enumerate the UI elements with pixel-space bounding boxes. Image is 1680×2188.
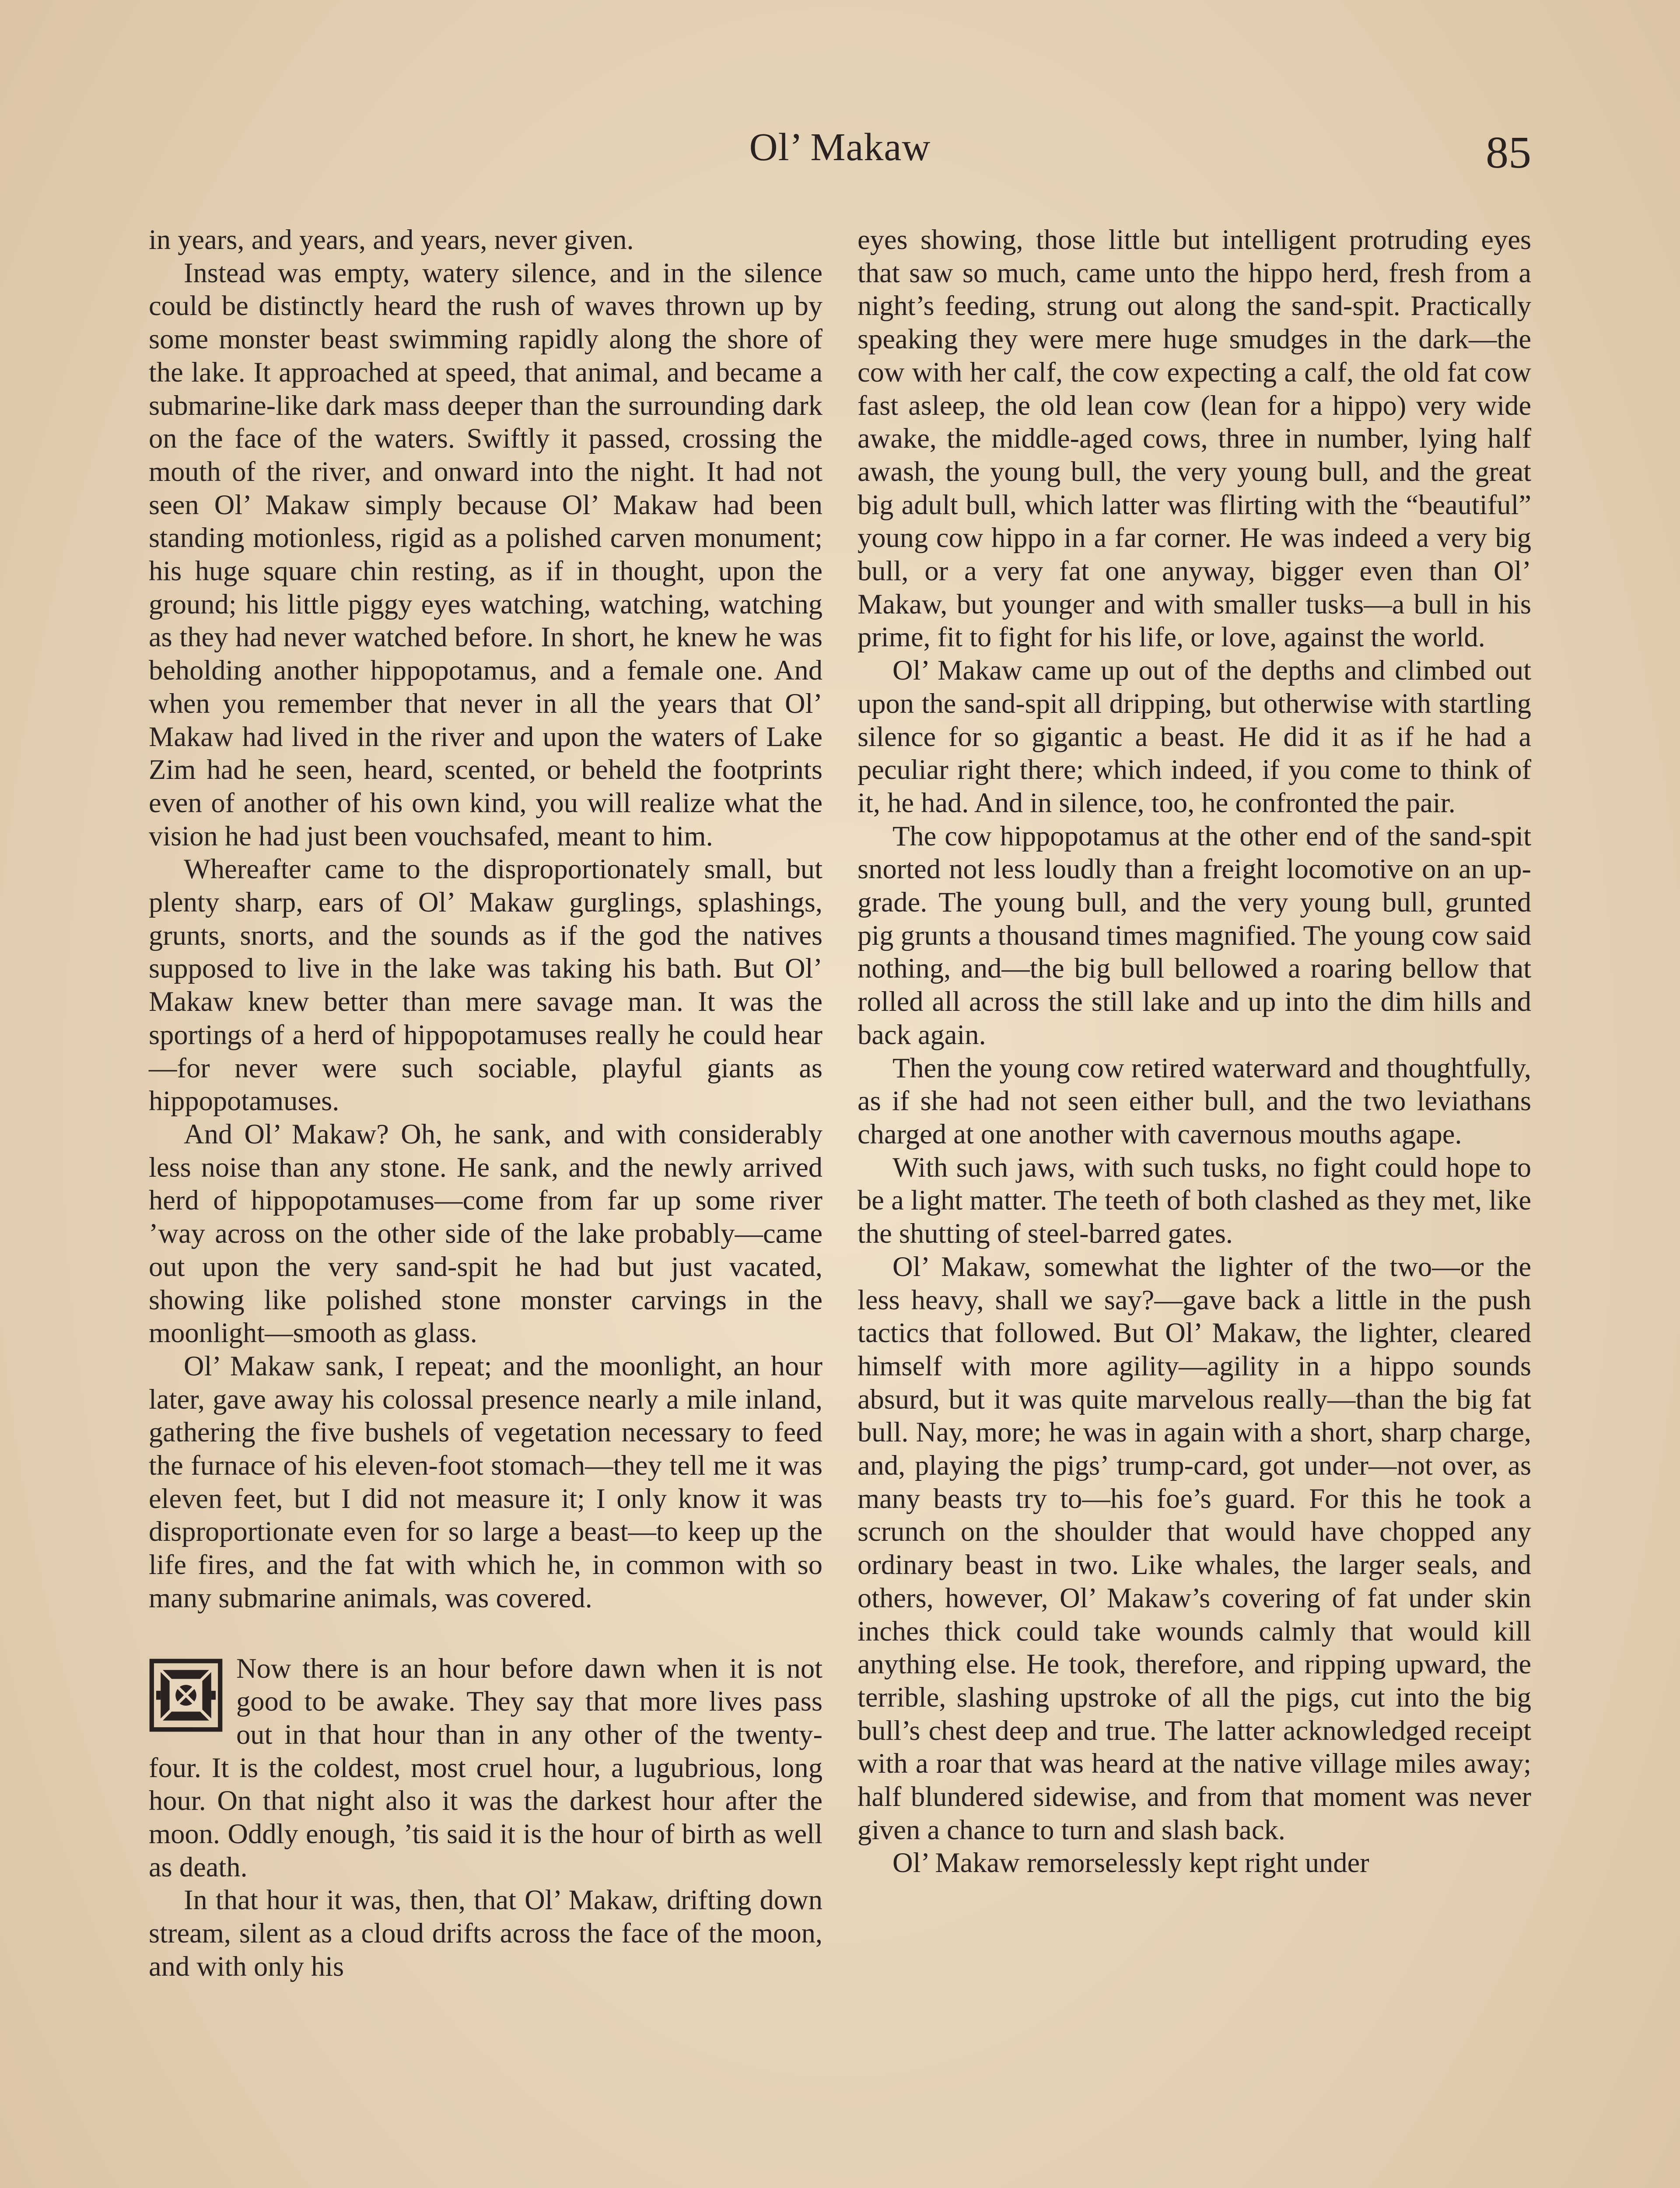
page-number: 85 (1486, 127, 1531, 178)
paragraph: Ol’ Makaw sank, I repeat; and the moonlight, an hour later, gave away his colossal presence nearly a mile inland, gathering the five bushels of vegetation necessary to feed the furnace of his eleven-foot stomach—they tell me it was eleven feet, but I did not measure it; I only know it was disproportionate even for so large a beast—to keep up the life fires, and the fat with which he, in common with so many submarine animals, was covered. (149, 1350, 822, 1613)
paragraph: Ol’ Makaw remorselessly kept right under (892, 1847, 1369, 1879)
paragraph: Then the young cow retired waterward and thoughtfully, as if she had not seen either bull, and the two leviathans charged at one another with cavernous mouths agape. (858, 1052, 1531, 1150)
paragraph: In that hour it was, then, that Ol’ Makaw, drifting down stream, silent as a cloud drifts across the face of the moon, and with only his (149, 1884, 822, 1982)
paragraph: And Ol’ Makaw? Oh, he sank, and with considerably less noise than any stone. He sank, and the newly arrived herd of hippopotamuses—come from far up some river ’way across on the other side of the lake probably—came out upon the very sand-spit he had but just vacated, showing like polished stone monster carvings in the moonlight—smooth as glass. (149, 1118, 822, 1349)
left-column (149, 223, 822, 2188)
section-start-text: Now there is an hour before dawn when it is not good to be awake. They say that more lives pass out in that hour than in any other of the twenty-four. It is the coldest, most cruel hour, a lugubrious, long hour. On that night also it was the darkest hour after the moon. Oddly enough, ’tis said it is the hour of birth as well as death. (149, 1652, 822, 1883)
paragraph: The cow hippopotamus at the other end of the sand-spit snorted not less loudly than a freight locomotive on an up-grade. The young bull, and the very young bull, grunted pig grunts a thousand times magnified. The young cow said nothing, and—the big bull bellowed a roaring bellow that rolled all across the still lake and up into the dim hills and back again. (858, 820, 1531, 1050)
right-column (858, 223, 1531, 2188)
paragraph: Instead was empty, watery silence, and in the silence could be distinctly heard the rush of waves thrown up by some monster beast swimming rapidly along the shore of the lake. It approached at speed, that animal, and became a submarine-like dark mass deeper than the surrounding dark on the face of the waters. Swiftly it passed, crossing the mouth of the river, and onward into the night. It had not seen Ol’ Makaw simply because Ol’ Makaw had been standing motionless, rigid as a polished carven monument; his huge square chin resting, as if in thought, upon the ground; his little piggy eyes watching, watching, watching as they had never watched before. In short, he knew he was beholding another hippopotamus, and a female one. And when you remember that never in all the years that Ol’ Makaw had lived in the river and upon the waters of Lake Zim had he seen, heard, scented, or beheld the footprints even of another of his own kind, you will realize what the vision he had just been vouchsafed, meant to him. (149, 257, 822, 852)
paragraph: in years, and years, and years, never given. (149, 224, 634, 255)
page-header (149, 125, 1531, 186)
paragraph: Ol’ Makaw came up out of the depths and climbed out upon the sand-spit all dripping, but otherwise with startling silence for so gigantic a beast. He did it as if he had a peculiar right there; which indeed, if you come to think of it, he had. And in silence, too, he confronted the pair. (858, 655, 1531, 818)
paragraph: eyes showing, those little but intelligent protruding eyes that saw so much, came unto the hippo herd, fresh from a night’s feeding, strung out along the sand-spit. Practically speaking they were mere huge smudges in the dark—the cow with her calf, the cow expecting a calf, the old fat cow fast asleep, the old lean cow (lean for a hippo) very wide awake, the middle-aged cows, three in number, lying half awash, the young bull, the very young bull, and the great big adult bull, which latter was flirting with the “beautiful” young cow hippo in a far corner. He was indeed a very big bull, or a very fat one anyway, bigger even than Ol’ Makaw, but younger and with smaller tusks—a bull in his prime, fit to fight for his life, or love, against the world. (858, 224, 1531, 653)
paragraph: Ol’ Makaw, somewhat the lighter of the two—or the less heavy, shall we say?—gave back a little in the push tactics that followed. But Ol’ Makaw, the lighter, cleared himself with more agility—agility in a hippo sounds absurd, but it was quite marvelous really—than the big fat bull. Nay, more; he was in again with a short, sharp charge, and, playing the pigs’ trump-card, got under—not over, as many beasts try to—his foe’s guard. For this he took a scrunch on the shoulder that would have chopped any ordinary beast in two. Like whales, the larger seals, and others, however, Ol’ Makaw’s covering of fat under skin inches thick could take wounds calmly that would kill anything else. He took, therefore, and ripping upward, the terrible, slashing upstroke of all the pigs, cut into the big bull’s chest deep and true. The latter acknowledged receipt with a roar that was heard at the native village miles away; half blundered sidewise, and from that moment was never given a chance to turn and slash back. (858, 1251, 1531, 1845)
section-start-paragraph (149, 1652, 822, 1884)
paragraph: With such jaws, with such tusks, no fight could hope to be a light matter. The teeth of both clashed as they met, like the shutting of steel-barred gates. (858, 1151, 1531, 1249)
paragraph: Whereafter came to the disproportionately small, but plenty sharp, ears of Ol’ Makaw gurglings, splashings, grunts, snorts, and the sounds as if the god the natives supposed to live in the lake was taking his bath. But Ol’ Makaw knew better than mere savage man. It was the sportings of a herd of hippopotamuses really he could hear—for never were such sociable, playful giants as hippopotamuses. (149, 853, 822, 1117)
running-title: Ol’ Makaw (749, 126, 931, 169)
ornament-initial-icon (149, 1658, 223, 1732)
